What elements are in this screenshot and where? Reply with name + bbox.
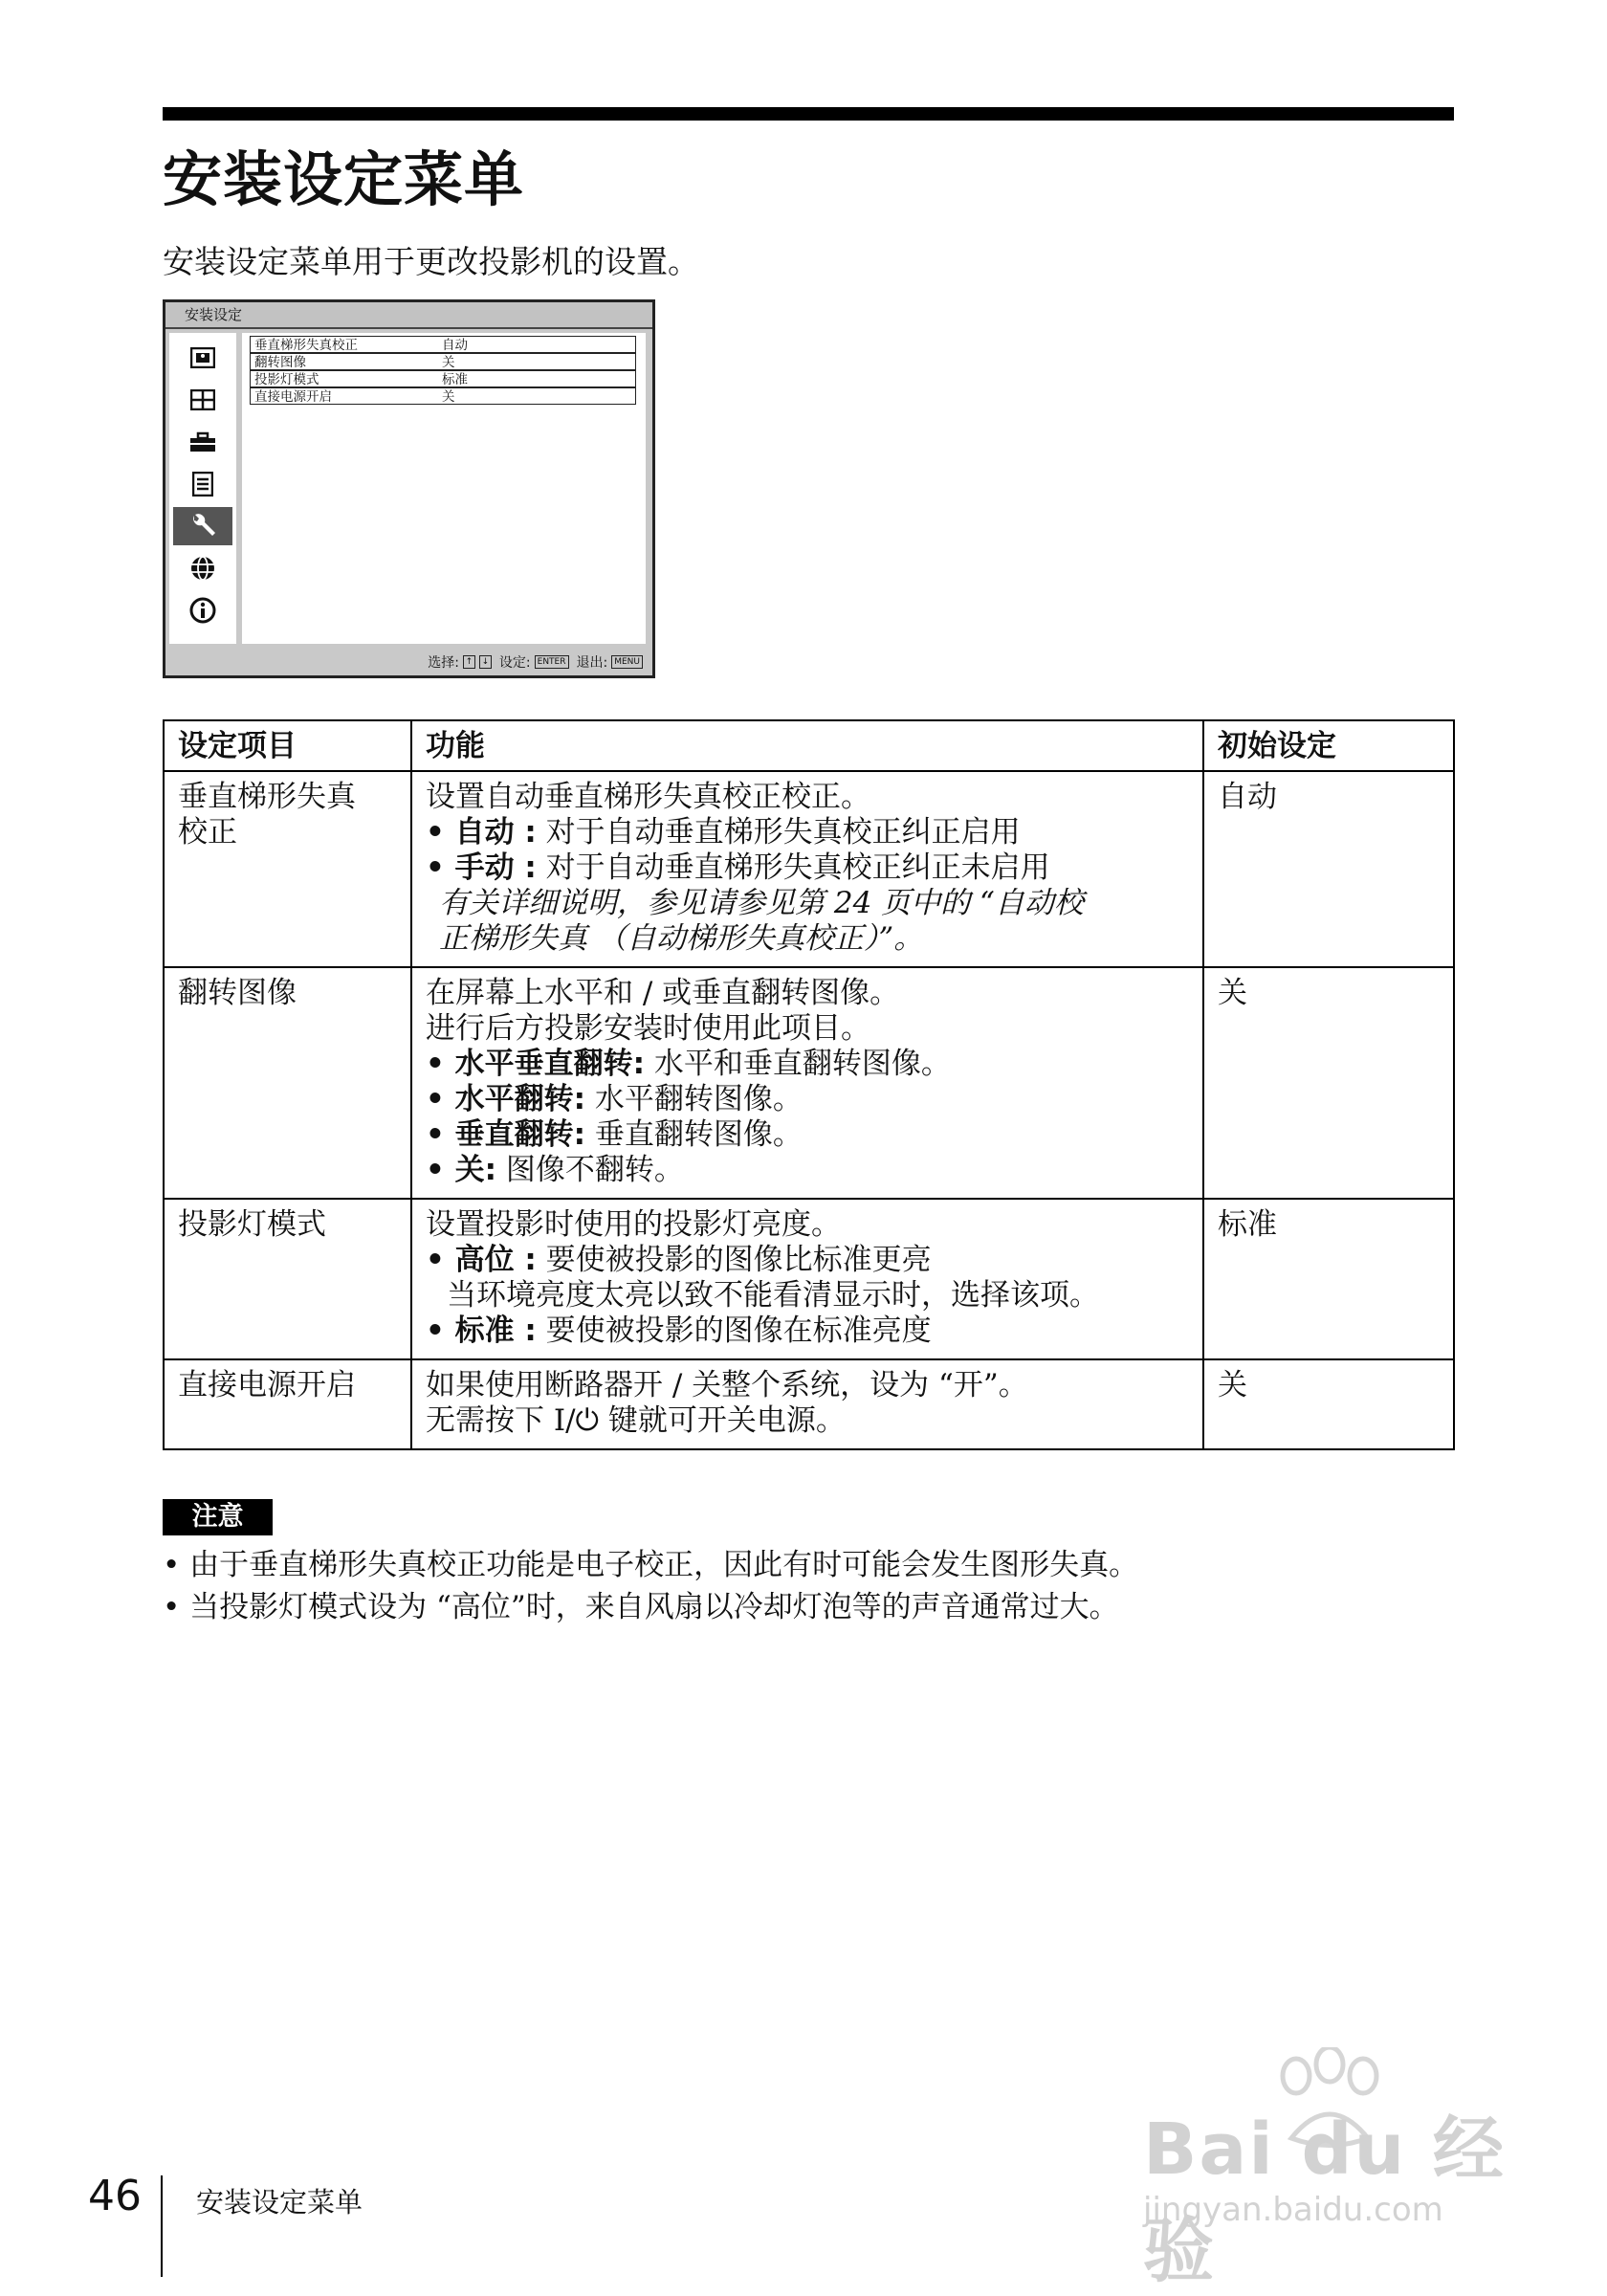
- bullet-desc: 要使被投影的图像在标准亮度: [536, 1314, 932, 1348]
- setting-item-line: 翻转图像: [178, 976, 297, 1010]
- settings-table: [163, 719, 1455, 1450]
- bullet-desc: 对于自动垂直梯形失真校正纠正启用: [536, 815, 1021, 850]
- bullet-term: • 垂直翻转:: [426, 1117, 586, 1152]
- setting-default: 自动: [1203, 771, 1454, 967]
- osd-row-flip[interactable]: [250, 353, 636, 370]
- note-badge: 注意: [163, 1499, 273, 1535]
- enter-key-icon: ENTER: [535, 655, 569, 669]
- osd-row-value: 标准: [442, 372, 468, 387]
- menu-list-icon[interactable]: [173, 465, 232, 503]
- function-intro: 在屏幕上水平和 / 或垂直翻转图像。: [426, 976, 900, 1010]
- footer-section-label: 安装设定菜单: [196, 2186, 363, 2219]
- osd-row-label: 直接电源开启: [254, 389, 332, 405]
- function-bullet: [426, 1153, 1189, 1188]
- function-subnote: 当环境亮度太亮以致不能看清显示时，选择该项。: [447, 1278, 1099, 1313]
- table-header: 功能: [411, 720, 1203, 771]
- osd-row-label: 投影灯模式: [254, 372, 319, 387]
- osd-row-keystone[interactable]: [250, 336, 636, 353]
- setting-default: 标准: [1203, 1199, 1454, 1359]
- function-bullet: [426, 1082, 1189, 1117]
- notes-list: [163, 1544, 1138, 1628]
- function-intro: 设置投影时使用的投影灯亮度。: [426, 1207, 841, 1242]
- bullet-desc: 对于自动垂直梯形失真校正纠正未启用: [536, 850, 1050, 885]
- osd-title: 安装设定: [165, 302, 652, 329]
- bullet-desc: 水平翻转图像。: [585, 1082, 803, 1116]
- menu-key-icon: MENU: [611, 655, 643, 669]
- table-row: [164, 967, 1454, 1199]
- table-row: [164, 1199, 1454, 1359]
- bullet-desc: 要使被投影的图像比标准更亮: [536, 1243, 932, 1277]
- bullet-term: • 水平垂直翻转:: [426, 1047, 646, 1081]
- bullet-desc: 垂直翻转图像。: [585, 1117, 803, 1152]
- osd-menu-screenshot: [163, 299, 655, 678]
- table-row: [164, 1359, 1454, 1449]
- bullet-desc: 水平和垂直翻转图像。: [645, 1047, 951, 1081]
- osd-exit-label: 退出:: [576, 655, 608, 671]
- bullet-term: • 自动 :: [426, 815, 537, 850]
- setting-default: 关: [1203, 967, 1454, 1199]
- info-icon[interactable]: [173, 591, 232, 629]
- function-intro: 进行后方投影安装时使用此项目。: [426, 1011, 870, 1046]
- setting-item: [164, 1359, 411, 1449]
- page-title: 安装设定菜单: [163, 144, 525, 214]
- osd-sidebar: [169, 333, 236, 644]
- table-header-row: [164, 720, 1454, 771]
- function-intro: 无需按下 I/⏻ 键就可开关电源。: [426, 1403, 846, 1438]
- function-bullet: [426, 850, 1189, 886]
- screen-icon[interactable]: [173, 381, 232, 419]
- osd-row-direct-power[interactable]: [250, 387, 636, 405]
- bullet-term: • 标准 :: [426, 1314, 537, 1348]
- osd-footer-hints: [428, 652, 643, 672]
- setting-default: 关: [1203, 1359, 1454, 1449]
- setting-function: [411, 1359, 1203, 1449]
- function-intro: 如果使用断路器开 / 关整个系统，设为 “开”。: [426, 1368, 1028, 1402]
- intro-text: 安装设定菜单用于更改投影机的设置。: [163, 243, 699, 280]
- watermark-logo: Bai du 经验: [1143, 2108, 1506, 2292]
- osd-row-label: 翻转图像: [254, 355, 306, 370]
- bullet-desc: 图像不翻转。: [496, 1153, 684, 1187]
- note-item: • 由于垂直梯形失真校正功能是电子校正，因此有时可能会发生图形失真。: [163, 1548, 1139, 1582]
- function-bullet: [426, 815, 1189, 850]
- osd-settings-panel: [242, 333, 646, 644]
- function-bullet: [426, 1314, 1189, 1349]
- toolbox-icon[interactable]: [173, 423, 232, 461]
- bullet-term: • 手动 :: [426, 850, 537, 885]
- table-header: 初始设定: [1203, 720, 1454, 771]
- setting-function: [411, 1199, 1203, 1359]
- picture-icon[interactable]: [173, 339, 232, 377]
- osd-row-lamp-mode[interactable]: [250, 370, 636, 387]
- osd-row-value: 关: [442, 389, 455, 405]
- osd-set-label: 设定:: [498, 655, 531, 671]
- function-intro: 设置自动垂直梯形失真校正校正。: [426, 780, 870, 814]
- bullet-term: • 水平翻转:: [426, 1082, 586, 1116]
- globe-icon[interactable]: [173, 549, 232, 587]
- osd-select-label: 选择:: [428, 655, 459, 671]
- setting-function: [411, 771, 1203, 967]
- up-arrow-icon: ↑: [463, 655, 475, 669]
- wrench-icon[interactable]: [173, 507, 232, 545]
- setting-function: [411, 967, 1203, 1199]
- setting-item: [164, 771, 411, 967]
- function-bullet: [426, 1117, 1189, 1153]
- setting-item: [164, 1199, 411, 1359]
- top-rule: [163, 107, 1454, 121]
- osd-row-label: 垂直梯形失真校正: [254, 338, 358, 353]
- osd-row-value: 关: [442, 355, 455, 370]
- table-row: [164, 771, 1454, 967]
- setting-item-line: 投影灯模式: [178, 1207, 326, 1242]
- watermark-url: jingyan.baidu.com: [1143, 2191, 1443, 2229]
- table-header: 设定项目: [164, 720, 411, 771]
- bullet-term: • 高位 :: [426, 1243, 537, 1277]
- setting-item-line: 垂直梯形失真: [178, 780, 356, 814]
- footer-divider: [161, 2175, 163, 2277]
- page-number: 46: [88, 2172, 142, 2220]
- osd-row-value: 自动: [442, 338, 468, 353]
- setting-item-line: 校正: [178, 815, 237, 850]
- setting-item-line: 直接电源开启: [178, 1368, 356, 1402]
- bullet-term: • 关:: [426, 1153, 497, 1187]
- function-bullet: [426, 1243, 1189, 1278]
- note-item: • 当投影灯模式设为 “高位”时，来自风扇以冷却灯泡等的声音通常过大。: [163, 1590, 1119, 1624]
- function-reference-note: 正梯形失真 （自动梯形失真校正）”。: [439, 921, 924, 956]
- baidu-watermark: [1143, 2047, 1545, 2292]
- function-reference-note: 有关详细说明，参见请参见第 24 页中的 “自动校: [439, 886, 1084, 920]
- setting-item: [164, 967, 411, 1199]
- function-bullet: [426, 1047, 1189, 1082]
- down-arrow-icon: ↓: [479, 655, 492, 669]
